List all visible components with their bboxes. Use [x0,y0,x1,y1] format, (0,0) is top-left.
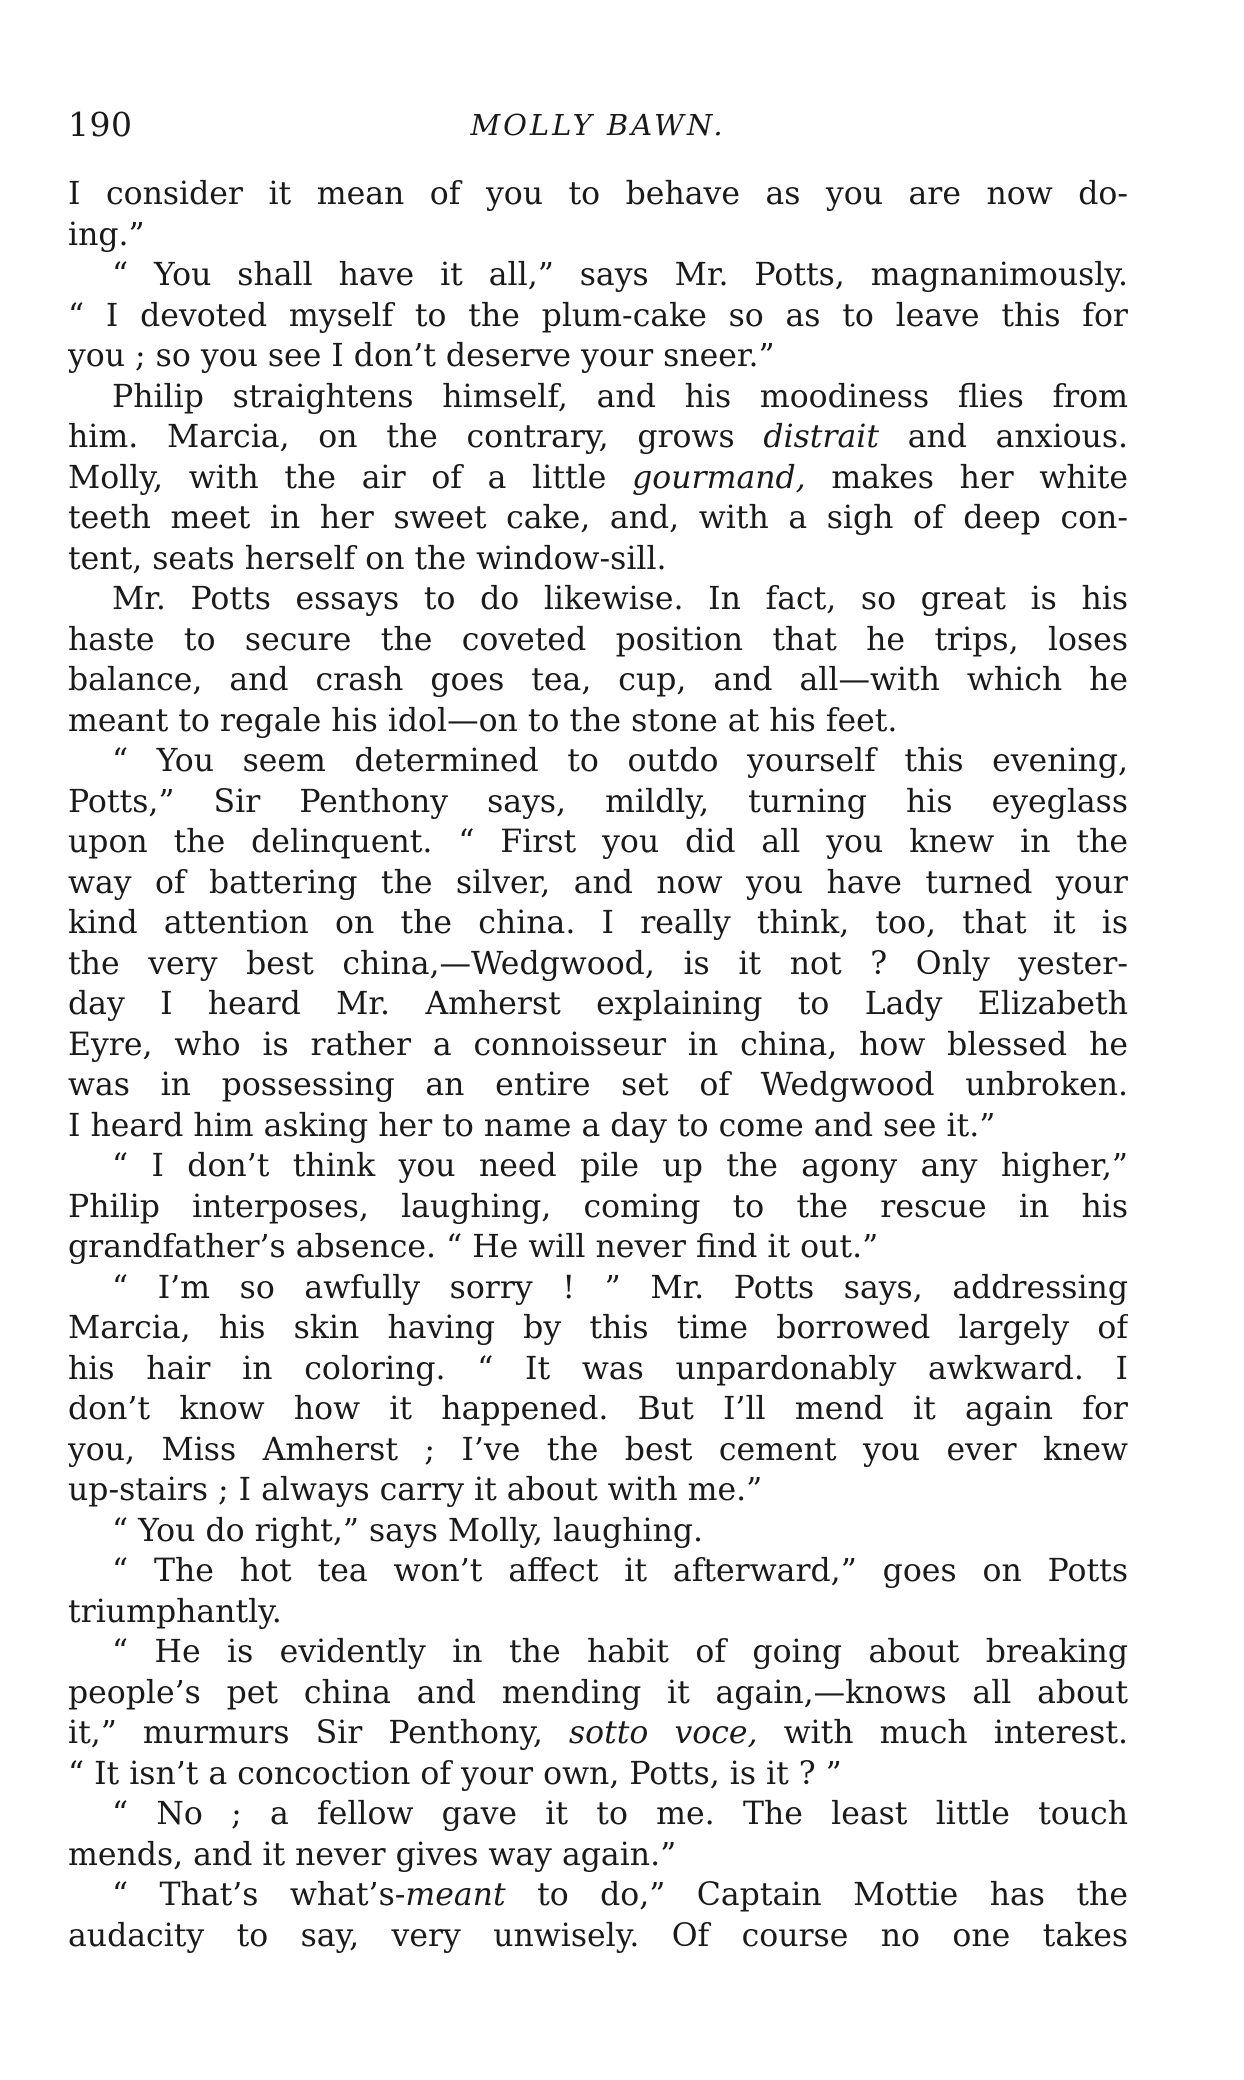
line-text: was in possessing an entire set of Wedgwood unbroken. [68,1067,1128,1103]
line-text: grandfather’s absence. “ He will never find it out.” [68,1229,879,1265]
text-line [68,336,1128,377]
text-line [68,458,1128,499]
line-text: day I heard Mr. Amherst explaining to Lady Elizabeth [68,986,1128,1022]
text-line [68,984,1128,1025]
body-text [68,174,1128,1956]
line-text: way of battering the silver, and now you have turned your [68,864,1128,901]
text-line [68,1511,1128,1552]
line-text: triumphantly. [68,1593,282,1630]
text-line [68,1430,1128,1471]
line-text: don’t know how it happened. But I’ll mend it again for [68,1391,1128,1427]
line-text: haste to secure the coveted position that he trips, loses [68,621,1128,658]
text-line [68,1875,1128,1916]
text-line [68,1794,1128,1835]
text-line [68,1146,1128,1187]
text-line [68,1551,1128,1592]
text-line [68,903,1128,944]
text-line [68,1025,1128,1066]
text-line [68,1187,1128,1228]
text-line [68,1308,1128,1349]
line-text-continued: and anxious. [879,419,1128,455]
line-text: you ; so you see I don’t deserve your sneer.” [68,338,775,374]
text-line [68,863,1128,904]
text-line [68,1916,1128,1957]
running-title: MOLLY BAWN. [470,108,726,142]
text-line [68,1713,1128,1754]
text-line [68,417,1128,458]
text-line [68,1227,1128,1268]
text-line [68,944,1128,985]
text-line [68,1754,1128,1795]
line-text: Potts,” Sir Penthony says, mildly, turning his eyeglass [68,783,1128,820]
text-line [68,620,1128,661]
line-text: Philip interposes, laughing, coming to the rescue in his [68,1188,1128,1225]
line-text: “ I devoted myself to the plum-cake so as to leave this for [68,297,1128,334]
italic-phrase: meant [405,1877,506,1913]
line-text: “ The hot tea won’t affect it afterward,” goes on Potts [112,1553,1128,1589]
line-text: it,” murmurs Sir Penthony, [68,1715,569,1751]
line-text: people’s pet china and mending it again,—knows all about [68,1674,1128,1711]
line-text: ing.” [68,216,145,253]
text-line [68,660,1128,701]
line-text: Philip straightens himself, and his moodiness flies from [112,378,1128,415]
line-text: Marcia, his skin having by this time borrowed largely of [68,1310,1128,1346]
line-text: teeth meet in her sweet cake, and, with a sigh of deep con- [68,500,1128,536]
text-line [68,822,1128,863]
line-text: kind attention on the china. I really think, too, that it is [68,905,1128,941]
line-text: “ You seem determined to outdo yourself this evening, [112,743,1128,779]
text-line [68,174,1128,215]
line-text: “ No ; a fellow gave it to me. The least little touch [112,1796,1128,1832]
line-text: audacity to say, very unwisely. Of course no one takes [68,1917,1128,1954]
text-line [68,1065,1128,1106]
text-line [68,255,1128,296]
line-text-continued: makes her white [805,459,1128,496]
text-line [68,1470,1128,1511]
text-line [68,782,1128,823]
text-line [68,1349,1128,1390]
line-text: upon the delinquent. “ First you did all you knew in the [68,824,1128,860]
line-text-continued: to do,” Captain Mottie has the [505,1877,1128,1913]
line-text: I heard him asking her to name a day to come and see it.” [68,1107,996,1144]
line-text: I consider it mean of you to behave as you are now do- [68,176,1128,212]
text-line [68,701,1128,742]
line-text: “ You shall have it all,” says Mr. Potts, magnanimously. [112,257,1128,293]
italic-phrase: gourmand, [632,459,806,496]
line-text: meant to regale his idol—on to the stone at his feet. [68,702,898,739]
text-line [68,579,1128,620]
text-line [68,1673,1128,1714]
line-text: Eyre, who is rather a connoisseur in china, how blessed he [68,1026,1128,1063]
text-line [68,215,1128,256]
text-line [68,1389,1128,1430]
line-text: his hair in coloring. “ It was unpardonably awkward. I [68,1350,1128,1387]
line-text: tent, seats herself on the window-sill. [68,540,667,577]
text-line [68,377,1128,418]
line-text: “ I’m so awfully sorry ! ” Mr. Potts says, addressing [112,1269,1128,1306]
page-number: 190 [68,105,133,144]
line-text: mends, and it never gives way again.” [68,1836,677,1873]
page-header [68,100,1128,150]
line-text: the very best china,—Wedgwood, is it not ? Only yester- [68,945,1128,982]
line-text: “ He is evidently in the habit of going about breaking [112,1634,1128,1670]
text-line [68,1632,1128,1673]
line-text: Mr. Potts essays to do likewise. In fact, so great is his [112,581,1128,617]
line-text-continued: with much interest. [757,1715,1128,1751]
line-text: up-stairs ; I always carry it about with me.” [68,1472,763,1508]
text-line [68,1592,1128,1633]
text-line [68,539,1128,580]
line-text: Molly, with the air of a little [68,459,633,496]
text-line [68,1106,1128,1147]
line-text: you, Miss Amherst ; I’ve the best cement you ever knew [68,1431,1128,1468]
line-text: “ I don’t think you need pile up the agony any higher,” [112,1148,1128,1184]
line-text: balance, and crash goes tea, cup, and all—with which he [68,662,1128,698]
text-line [68,1835,1128,1876]
text-line [68,296,1128,337]
italic-phrase: sotto voce, [568,1715,758,1751]
line-text: “ That’s what’s- [112,1877,406,1913]
italic-phrase: distrait [763,419,879,455]
line-text: “ It isn’t a concoction of your own, Potts, is it ? ” [68,1755,842,1792]
line-text: him. Marcia, on the contrary, grows [68,419,764,455]
line-text: “ You do right,” says Molly, laughing. [112,1512,704,1549]
text-line [68,498,1128,539]
text-line [68,741,1128,782]
text-line [68,1268,1128,1309]
